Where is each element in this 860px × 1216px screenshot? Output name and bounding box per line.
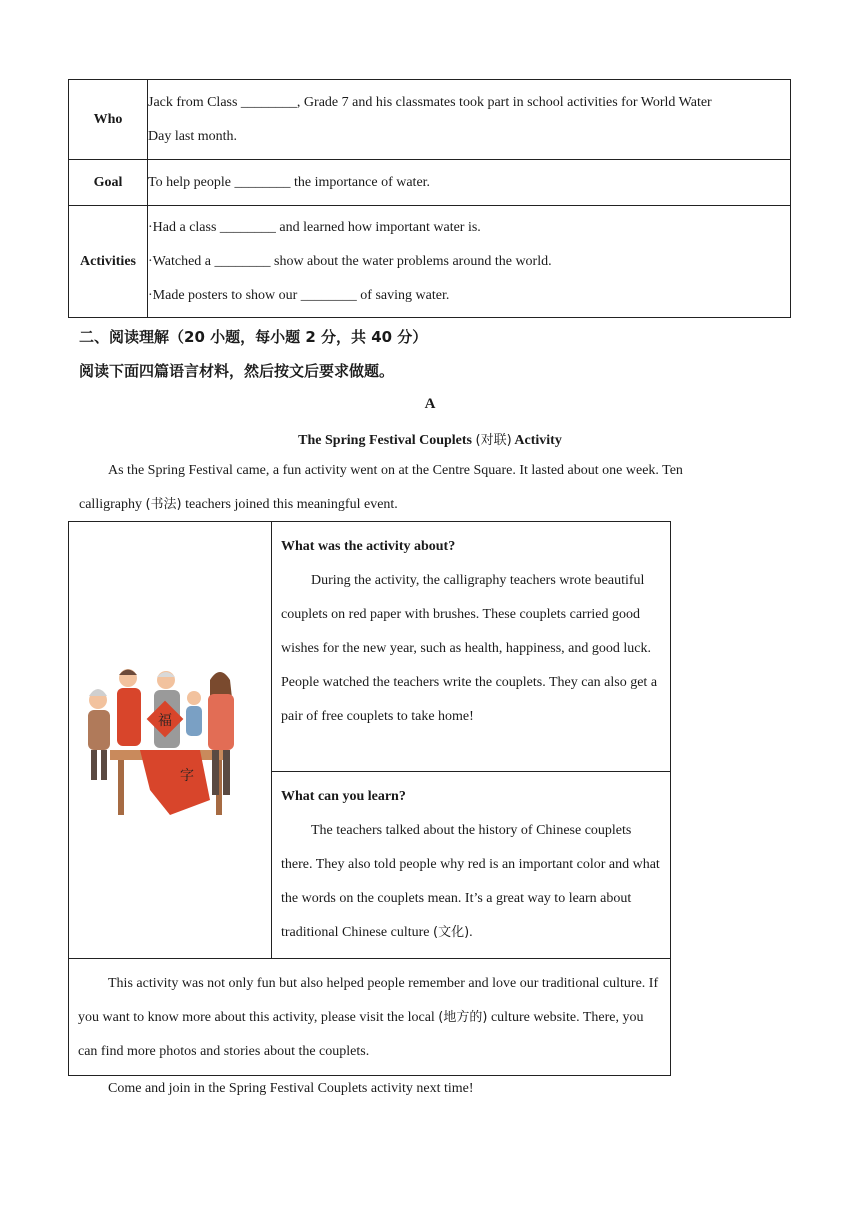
- passage-title-cn: (对联): [475, 433, 512, 448]
- activities-line-3: ·Made posters to show our ________ of saving water.: [148, 287, 450, 303]
- row-label-who: Who: [69, 80, 148, 160]
- box2-cn: (文化): [433, 925, 470, 940]
- box1-text: During the activity, the calligraphy teachers wrote beautiful couplets on red paper with brushes. These couplets carried good wishes for the new year, such as health, happiness, and good luck. People watched the teachers write the couplets. They can also get a pair of free couplets to take home!: [281, 573, 658, 724]
- table-row: [69, 206, 791, 318]
- bottom-text: [78, 967, 660, 1069]
- person-leg: [91, 750, 97, 780]
- info-table: [68, 79, 791, 318]
- fu-character: 福: [158, 713, 172, 729]
- who-line-1: Jack from Class ________, Grade 7 and his classmates took part in school activities for World Water: [148, 94, 712, 110]
- passage-title: [0, 429, 860, 449]
- intro-line-1: As the Spring Festival came, a fun activity went on at the Centre Square. It lasted about one week. Ten: [108, 463, 683, 478]
- box-what-learn: [272, 772, 671, 959]
- person-body: [186, 706, 202, 736]
- passage-title-start: The Spring Festival Couplets: [298, 433, 476, 448]
- person-hair: [89, 689, 107, 696]
- row-content-who: [148, 80, 791, 160]
- box2-text-a: The teachers talked about the history of Chinese couplets there. They also told people why red is an important color and what the words on the couplets mean. It’s a great way to learn about traditional Chinese culture: [281, 823, 660, 940]
- table-row: [69, 522, 671, 772]
- person-hair: [157, 672, 175, 677]
- intro-text-b: teachers joined this meaningful event.: [181, 497, 398, 512]
- table-row: [69, 959, 671, 1076]
- person-leg: [223, 750, 230, 795]
- box2-text-b: .: [469, 925, 473, 940]
- person-body: [117, 688, 141, 746]
- box-activity-about: [272, 522, 671, 772]
- couplets-illustration: [70, 650, 270, 830]
- who-line-2: Day last month.: [148, 128, 238, 144]
- row-label-activities: Activities: [69, 206, 148, 318]
- activities-line-2: ·Watched a ________ show about the water problems around the world.: [148, 253, 552, 269]
- person-head: [187, 691, 201, 705]
- box2-text: [281, 814, 660, 950]
- intro-text-a: calligraphy: [79, 497, 146, 512]
- row-label-goal: Goal: [69, 160, 148, 206]
- bottom-text-a: This activity was not only fun but also helped people remember and love our traditional culture. If you want to know more about this activity, please visit the local: [78, 976, 659, 1025]
- paper-character: 字: [180, 768, 194, 784]
- section-title: 二、阅读理解（20 小题，每小题 2 分，共 40 分）: [79, 328, 428, 346]
- section-instruction: 阅读下面四篇语言材料，然后按文后要求做题。: [79, 362, 395, 380]
- table-leg: [118, 760, 124, 815]
- table-row: [69, 80, 791, 160]
- person-hair: [119, 670, 137, 676]
- row-content-goal: [148, 160, 791, 206]
- closing-line: Come and join in the Spring Festival Couplets activity next time!: [108, 1081, 474, 1096]
- person-body: [88, 710, 110, 750]
- activities-line-1: ·Had a class ________ and learned how important water is.: [148, 219, 481, 235]
- bottom-cn: (地方的): [438, 1010, 488, 1025]
- bottom-text-b: culture website. There, you can find more photos and stories about the couplets.: [78, 1010, 644, 1059]
- red-paper: [140, 750, 210, 815]
- passage-letter: A: [424, 396, 436, 412]
- person-leg: [212, 750, 219, 795]
- goal-line-1: To help people ________ the importance of water.: [148, 174, 431, 190]
- table-row: [69, 160, 791, 206]
- intro-line-2: [79, 488, 398, 522]
- person-body: [208, 694, 234, 750]
- row-content-activities: [148, 206, 791, 318]
- box1-title: What was the activity about?: [281, 539, 456, 554]
- story-table: [68, 521, 671, 1076]
- person-leg: [101, 750, 107, 780]
- box-bottom: [69, 959, 671, 1076]
- illustration-cell: [69, 522, 272, 959]
- passage-title-end: Activity: [511, 433, 562, 448]
- intro-cn: (书法): [145, 497, 182, 512]
- box2-title: What can you learn?: [281, 789, 406, 804]
